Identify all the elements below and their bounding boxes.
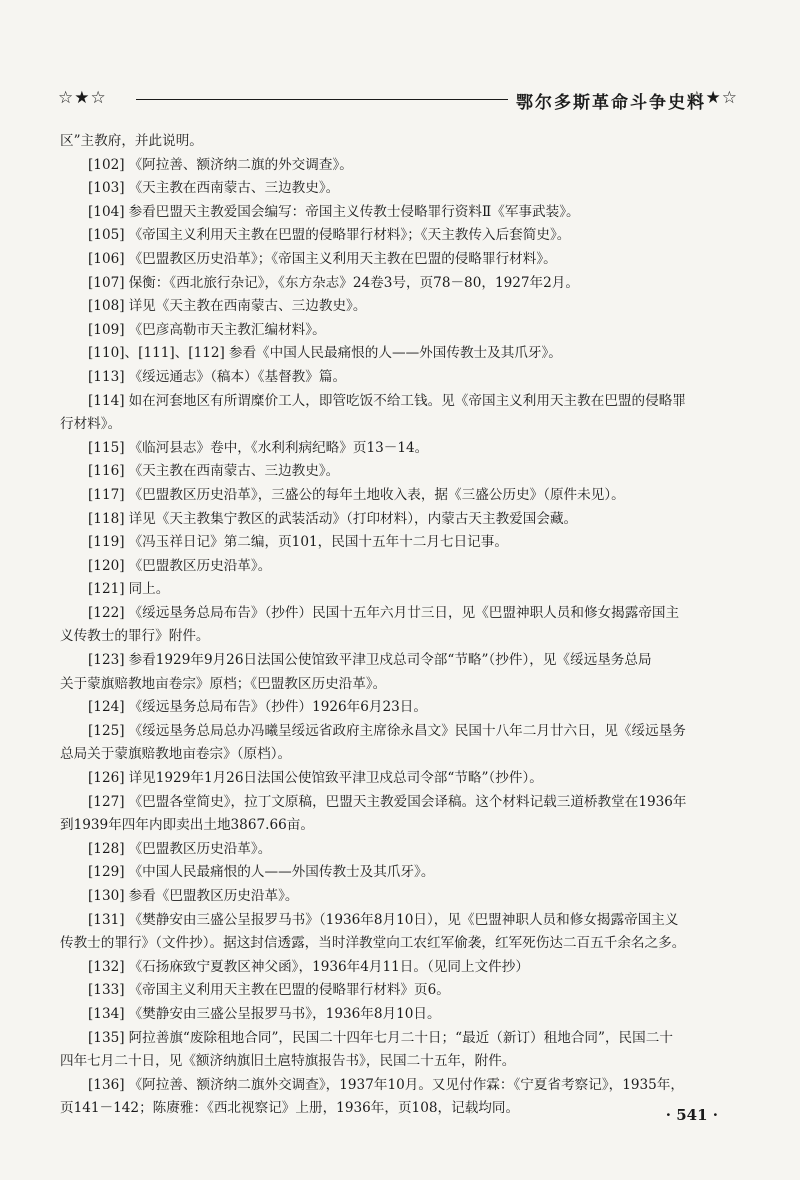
endnote-line xyxy=(60,979,736,1003)
endnote-text: 《巴彦高勒市天主教汇编材料》。 xyxy=(128,321,326,338)
endnote-number: [131] xyxy=(88,911,125,928)
endnote-number: [129] xyxy=(88,864,125,881)
endnote-line xyxy=(60,1050,736,1074)
endnote-text: 《樊静安由三盛公呈报罗马书》，1936年8月10日。 xyxy=(128,1005,441,1022)
endnote-line xyxy=(60,248,736,272)
endnote-line xyxy=(60,885,736,909)
endnote-line xyxy=(60,814,736,838)
endnote-line xyxy=(60,177,736,201)
endnote-line xyxy=(60,932,736,956)
endnote-text: 《巴盟各堂简史》，拉丁文原稿，巴盟天主教爱国会译稿。这个材料记载三道桥教堂在1936年 xyxy=(128,793,687,810)
endnote-text: 《帝国主义利用天主教在巴盟的侵略罪行材料》页6。 xyxy=(128,982,450,999)
endnote-number: [104] xyxy=(88,203,125,220)
endnote-number: [126] xyxy=(88,770,125,787)
endnote-text: 《中国人民最痛恨的人——外国传教士及其爪牙》。 xyxy=(128,864,435,881)
endnote-text: 《巴盟教区历史沿革》；《帝国主义利用天主教在巴盟的侵略罪行材料》。 xyxy=(128,250,557,267)
endnote-number: [121] xyxy=(88,581,125,598)
endnote-line xyxy=(60,1027,736,1051)
endnote-number: [125] xyxy=(88,722,125,739)
endnote-line xyxy=(60,861,736,885)
endnote-line xyxy=(60,413,736,437)
endnote-number: [120] xyxy=(88,557,125,574)
endnote-number: [103] xyxy=(88,180,125,197)
endnotes-body xyxy=(60,130,736,1121)
endnote-text: 传教士的罪行》（文件抄）。据这封信透露，当时洋教堂向工农红军偷袭，红军死伤达二百五千余名之多。 xyxy=(60,935,686,952)
endnote-line xyxy=(60,484,736,508)
endnote-line xyxy=(60,791,736,815)
endnote-number: [127] xyxy=(88,793,125,810)
endnote-text: 《冯玉祥日记》第二编，页101，民国十五年十二月七日记事。 xyxy=(128,534,508,551)
endnote-number: [116] xyxy=(88,463,125,480)
endnote-number: [135] xyxy=(88,1029,125,1046)
endnote-text: 详见《天主教集宁教区的武装活动》（打印材料），内蒙古天主教爱国会藏。 xyxy=(128,510,578,527)
endnote-text: 《绥远垦务总局布告》（抄件）民国十五年六月廿三日，见《巴盟神职人员和修女揭露帝国主 xyxy=(128,604,680,621)
endnote-line xyxy=(60,1074,736,1098)
endnote-text: 详见1929年1月26日法国公使馆致平津卫戍总司令部“节略”（抄件）。 xyxy=(128,770,543,787)
endnote-number: [105] xyxy=(88,227,125,244)
endnote-number: [132] xyxy=(88,958,125,975)
endnote-line xyxy=(60,743,736,767)
endnote-text: 《巴盟教区历史沿革》。 xyxy=(128,557,272,574)
endnote-text: 参看《巴盟教区历史沿革》。 xyxy=(128,888,299,904)
endnote-number: [114] xyxy=(88,392,125,409)
endnote-number: [108] xyxy=(88,298,125,315)
endnote-line xyxy=(60,508,736,532)
endnote-line xyxy=(60,767,736,791)
stars-decoration-left: ☆★☆ xyxy=(58,88,107,108)
endnote-number: [109] xyxy=(88,321,125,338)
endnote-text: 参看1929年9月26日法国公使馆致平津卫戍总司令部“节略”（抄件），见《绥远垦务总局 xyxy=(128,652,652,669)
endnote-text: 参看巴盟天主教爱国会编写：帝国主义传教士侵略罪行资料Ⅱ《军事武装》。 xyxy=(128,203,580,220)
header-rule xyxy=(136,99,508,100)
endnote-text: 《阿拉善、额济纳二旗外交调查》，1937年10月。又见付作霖：《宁夏省考察记》，1935年， xyxy=(128,1076,685,1093)
endnote-text: 总局关于蒙旗赔教地亩卷宗》（原档）。 xyxy=(60,746,292,763)
endnote-text: 详见《天主教在西南蒙古、三边教史》。 xyxy=(128,298,367,315)
endnote-line xyxy=(60,578,736,602)
endnote-text: 《樊静安由三盛公呈报罗马书》（1936年8月10日），见《巴盟神职人员和修女揭露帝国主义 xyxy=(128,911,679,928)
endnote-number: [128] xyxy=(88,840,125,857)
endnote-text: 《巴盟教区历史沿革》。 xyxy=(128,840,272,857)
endnote-text: 四年七月二十日，见《额济纳旗旧土扈特旗报告书》，民国二十五年，附件。 xyxy=(60,1053,516,1070)
endnote-text: 《绥远通志》（稿本）《基督教》篇。 xyxy=(128,368,347,385)
endnote-line xyxy=(60,673,736,697)
endnote-number: [102] xyxy=(88,156,125,173)
endnote-line xyxy=(60,909,736,933)
endnote-text: 关于蒙旗赔教地亩卷宗》原档；《巴盟教区历史沿革》。 xyxy=(60,675,387,692)
page-number: · 541 · xyxy=(665,1106,718,1124)
endnote-line xyxy=(60,696,736,720)
endnote-number: [107] xyxy=(88,274,125,291)
endnote-text: 《临河县志》卷中，《水利利病纪略》页13－14。 xyxy=(128,439,429,456)
endnote-line xyxy=(60,602,736,626)
endnote-line xyxy=(60,460,736,484)
endnote-text: 行材料》。 xyxy=(60,416,122,433)
endnote-line xyxy=(60,319,736,343)
endnote-line xyxy=(60,201,736,225)
endnote-number: [124] xyxy=(88,699,125,716)
stars-decoration-right: ☆★☆ xyxy=(689,88,738,108)
endnote-line xyxy=(60,531,736,555)
endnote-line xyxy=(60,272,736,296)
endnote-line xyxy=(60,1003,736,1027)
endnote-text: 《天主教在西南蒙古、三边教史》。 xyxy=(128,463,340,480)
endnote-text: 保衡：《西北旅行杂记》，《东方杂志》24卷3号，页78－80，1927年2月。 xyxy=(128,274,579,291)
endnote-number: [134] xyxy=(88,1005,125,1022)
endnote-line xyxy=(60,342,736,366)
endnote-line xyxy=(60,649,736,673)
endnote-text: 到1939年四年内即卖出土地3867.66亩。 xyxy=(60,817,314,834)
endnote-line xyxy=(60,1097,736,1121)
endnote-text: 阿拉善旗“废除租地合同”，民国二十四年七月二十日；“最近（新订）租地合同”，民国二十 xyxy=(128,1029,673,1046)
endnote-text: 《绥远垦务总局布告》（抄件）1926年6月23日。 xyxy=(128,699,427,716)
endnote-line xyxy=(60,720,736,744)
running-header xyxy=(58,88,738,114)
endnote-line xyxy=(60,366,736,390)
endnote-number: [123] xyxy=(88,652,125,669)
endnote-text: 页141－142；陈赓雅：《西北视察记》上册，1936年，页108，记载均同。 xyxy=(60,1100,520,1117)
endnote-text: 《石扬庥致宁夏教区神父函》，1936年4月11日。（见同上文件抄） xyxy=(128,958,529,975)
endnote-number: [117] xyxy=(88,486,125,503)
endnote-text: 如在河套地区有所谓糜价工人，即管吃饭不给工钱。见《帝国主义利用天主教在巴盟的侵略罪 xyxy=(128,392,686,409)
endnote-line xyxy=(60,838,736,862)
endnote-line xyxy=(60,437,736,461)
endnote-text: 《帝国主义利用天主教在巴盟的侵略罪行材料》；《天主教传入后套简史》。 xyxy=(128,227,571,244)
endnote-number: [136] xyxy=(88,1076,125,1093)
endnote-number: [106] xyxy=(88,250,125,267)
endnote-number: [115] xyxy=(88,439,125,456)
endnote-text: 《天主教在西南蒙古、三边教史》。 xyxy=(128,180,340,197)
endnote-line xyxy=(60,555,736,579)
endnote-line xyxy=(60,625,736,649)
endnote-number: [133] xyxy=(88,982,125,999)
endnote-line xyxy=(60,130,736,154)
book-title: 鄂尔多斯革命斗争史料 xyxy=(516,93,706,113)
endnote-text: 参看《中国人民最痛恨的人——外国传教士及其爪牙》。 xyxy=(228,345,562,362)
endnote-line xyxy=(60,295,736,319)
endnote-line xyxy=(60,390,736,414)
endnote-text: 同上。 xyxy=(128,581,170,598)
endnote-number: [122] xyxy=(88,604,125,621)
endnote-line xyxy=(60,154,736,178)
endnote-line xyxy=(60,224,736,248)
endnote-number: [110]、[111]、[112] xyxy=(88,345,225,362)
endnote-number: [118] xyxy=(88,510,125,527)
endnote-number: [130] xyxy=(88,888,125,904)
endnote-text: 《巴盟教区历史沿革》，三盛公的每年土地收入表，据《三盛公历史》（原件未见）。 xyxy=(128,486,625,503)
endnote-text: 《绥远垦务总局总办冯曦呈绥远省政府主席徐永昌文》民国十八年二月廿六日，见《绥远垦务 xyxy=(128,722,686,739)
endnote-number: [113] xyxy=(88,368,125,385)
endnote-text: 《阿拉善、额济纳二旗的外交调查》。 xyxy=(128,156,353,173)
endnote-number: [119] xyxy=(88,534,125,551)
endnote-text: 区”主教府，并此说明。 xyxy=(60,133,203,149)
endnote-text: 义传教士的罪行》附件。 xyxy=(60,628,210,645)
endnote-line xyxy=(60,956,736,980)
